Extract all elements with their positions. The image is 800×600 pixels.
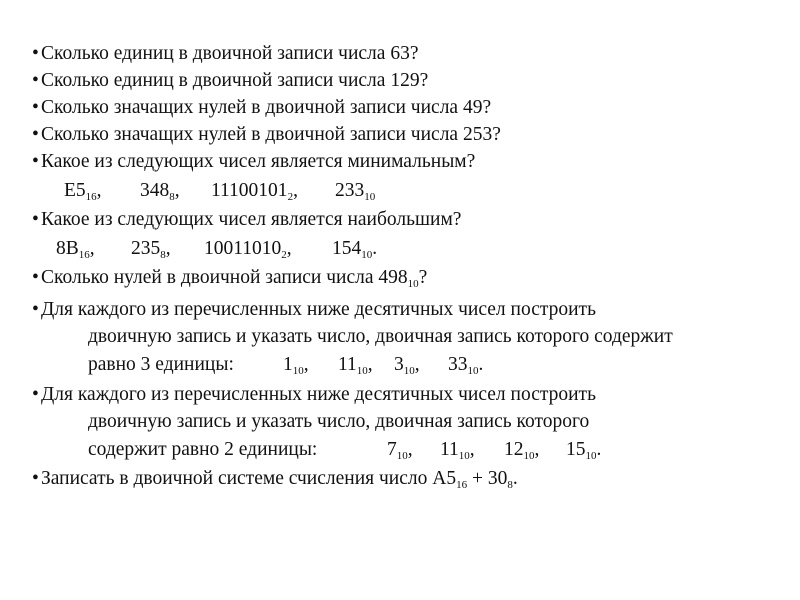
question-10-text: Записать в двоичной системе счисления число A5 xyxy=(41,468,457,489)
bullet: • xyxy=(32,43,39,64)
option: $E5_{16}$, xyxy=(64,180,102,203)
question-1-text: Сколько единиц в двоичной записи числа 63? xyxy=(41,43,419,64)
option: $12_{10}$, xyxy=(504,439,540,462)
bullet: • xyxy=(32,70,39,91)
base-subscript: 10 xyxy=(407,278,419,290)
question-4 xyxy=(32,122,501,148)
option: $154_{10}$. xyxy=(332,238,378,261)
bullet: • xyxy=(32,267,39,288)
question-9-line-1: Для каждого из перечисленных ниже десятичных чисел построить xyxy=(41,384,596,405)
option: $233_{10}$ xyxy=(335,180,376,203)
question-2 xyxy=(32,68,428,94)
option: $15_{10}$. xyxy=(566,439,602,462)
question-2-text: Сколько единиц в двоичной записи числа 129? xyxy=(41,70,429,91)
bullet: • xyxy=(32,124,39,145)
question-9-line-3: содержит равно 2 единицы: $7_{10}$, $11_{10}$, $12_{10}$, $15_{10}$. xyxy=(88,439,602,462)
bullet: • xyxy=(32,384,39,405)
bullet: • xyxy=(32,151,39,172)
option: $1_{10}$, xyxy=(283,354,309,377)
option: $11100101_2$, xyxy=(211,180,298,203)
question-3-text: Сколько значащих нулей в двоичной записи числа 49? xyxy=(41,97,492,118)
option: $235_8$, xyxy=(131,238,171,261)
question-9-line-2: двоичную запись и указать число, двоичная запись которого xyxy=(88,411,590,432)
option: $11_{10}$, xyxy=(440,439,475,462)
question-5-text: Какое из следующих чисел является минимальным? xyxy=(41,151,476,172)
base-subscript: 16 xyxy=(456,479,468,491)
question-1 xyxy=(32,41,418,67)
question-8-line-1: Для каждого из перечисленных ниже десятичных чисел построить xyxy=(41,299,596,320)
question-7: • Сколько нулей в двоичной записи числа $498_{10}$? xyxy=(32,267,428,290)
question-6 xyxy=(32,207,461,233)
bullet: • xyxy=(32,209,39,230)
question-5-options xyxy=(64,178,375,204)
question-6-options xyxy=(56,236,377,262)
bullet: • xyxy=(32,299,39,320)
question-9 xyxy=(32,382,596,408)
option: $3_{10}$, xyxy=(394,354,420,377)
bullet: • xyxy=(32,468,39,489)
option: $7_{10}$, xyxy=(387,439,413,462)
option: $8B_{16}$, xyxy=(56,238,95,261)
option: $33_{10}$. xyxy=(448,354,484,377)
option: $10011010_2$, xyxy=(204,238,292,261)
question-3 xyxy=(32,95,491,121)
question-8-line-2: двоичную запись и указать число, двоичная запись которого содержит xyxy=(88,326,673,347)
question-6-text: Какое из следующих чисел является наибольшим? xyxy=(41,209,462,230)
bullet: • xyxy=(32,97,39,118)
question-10: • Записать в двоичной системе счисления число $A5_{16} + 30_8$. xyxy=(32,468,518,491)
option: $11_{10}$, xyxy=(338,354,373,377)
question-5 xyxy=(32,149,475,175)
option: $348_8$, xyxy=(140,180,180,203)
question-4-text: Сколько значащих нулей в двоичной записи числа 253? xyxy=(41,124,501,145)
question-8 xyxy=(32,297,596,323)
question-7-text: Сколько нулей в двоичной записи числа 498 xyxy=(41,267,408,288)
question-8-line-3: равно 3 единицы: $1_{10}$, $11_{10}$, $3_{10}$, $33_{10}$. xyxy=(88,354,484,377)
base-subscript: 8 xyxy=(507,479,513,491)
